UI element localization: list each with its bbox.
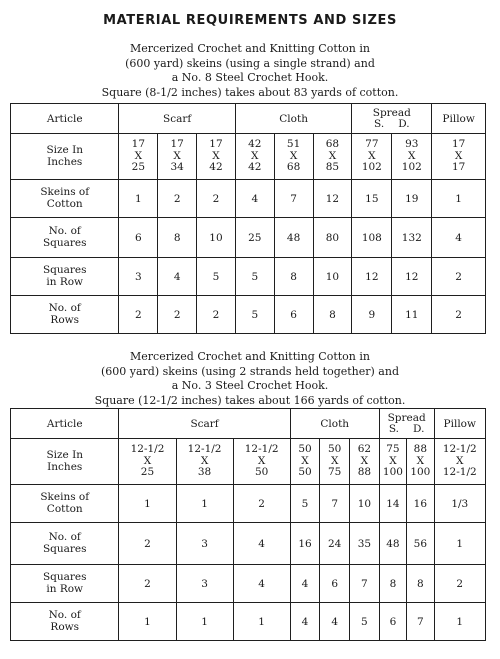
- size-cell: [434, 439, 485, 485]
- intro-line: Mercerized Crochet and Knitting Cotton in: [130, 42, 370, 55]
- value-cell: 2: [158, 296, 197, 334]
- size-cell: [352, 134, 392, 180]
- value-cell: 6: [379, 603, 406, 641]
- value-cell: 2: [158, 180, 197, 218]
- value-cell: 2: [197, 296, 236, 334]
- size-value: 62: [357, 443, 372, 456]
- value-cell: 10: [197, 218, 236, 258]
- size-value: 68: [286, 161, 301, 174]
- value-cell: 4: [290, 603, 320, 641]
- size-cell: [119, 439, 176, 485]
- size-value: 102: [361, 161, 382, 174]
- size-cell: [119, 134, 158, 180]
- size-value: 17: [170, 138, 184, 151]
- header-spread: [379, 409, 434, 439]
- value-cell: 132: [392, 218, 432, 258]
- value-cell: 6: [274, 296, 313, 334]
- size-value: 25: [140, 466, 155, 479]
- intro-line: Square (8-1/2 inches) takes about 83 yards of cotton.: [101, 85, 399, 99]
- value-cell: 16: [407, 485, 434, 523]
- size-value: X: [251, 149, 259, 162]
- size-value: X: [389, 454, 397, 467]
- value-cell: 14: [379, 485, 406, 523]
- size-value: 34: [170, 161, 184, 174]
- value-cell: 4: [158, 258, 197, 296]
- size-cell: [432, 134, 486, 180]
- value-cell: 19: [392, 180, 432, 218]
- size-value: 42: [209, 161, 223, 174]
- value-cell: 11: [392, 296, 432, 334]
- size-value: X: [360, 454, 369, 467]
- value-cell: 7: [350, 565, 380, 603]
- size-cell: [233, 439, 290, 485]
- row-label-size: [11, 439, 119, 485]
- value-cell: 8: [158, 218, 197, 258]
- row-label-line: Squares: [42, 236, 87, 249]
- value-cell: 2: [197, 180, 236, 218]
- value-cell: 7: [407, 603, 434, 641]
- value-cell: 12: [352, 258, 392, 296]
- size-cell: [290, 439, 320, 485]
- header-spread-sizes: [352, 119, 431, 130]
- value-cell: 5: [197, 258, 236, 296]
- row-label-line: Size In: [46, 449, 83, 461]
- value-cell: 24: [320, 523, 350, 565]
- value-cell: 7: [274, 180, 313, 218]
- value-cell: 2: [119, 565, 176, 603]
- size-value: 12-1/2: [442, 466, 477, 479]
- header-spread-label: Spread: [372, 107, 411, 119]
- intro-line: Square (12-1/2 inches) takes about 166 yards of cotton.: [94, 393, 406, 407]
- value-cell: 25: [235, 218, 274, 258]
- row-label: [11, 523, 119, 565]
- header-spread-double: D.: [398, 118, 410, 130]
- row-label: [11, 485, 119, 523]
- value-cell: 4: [235, 180, 274, 218]
- row-label-line: No. of: [48, 302, 81, 314]
- row-label-line: Squares: [42, 542, 87, 555]
- value-cell: 1: [119, 603, 176, 641]
- row-label-line: Inches: [47, 155, 83, 168]
- size-value: 100: [382, 466, 403, 479]
- header-article: Article: [11, 104, 119, 134]
- row-label-line: Squares: [42, 571, 87, 583]
- row-label: [11, 180, 119, 218]
- row-label-line: No. of: [48, 225, 81, 237]
- size-value: 77: [365, 138, 379, 151]
- value-cell: 5: [235, 296, 274, 334]
- value-cell: 5: [235, 258, 274, 296]
- size-cell: [313, 134, 352, 180]
- size-value: X: [328, 149, 337, 162]
- size-cell: [320, 439, 350, 485]
- row-label: [11, 603, 119, 641]
- value-cell: 8: [379, 565, 406, 603]
- row-label: [11, 565, 119, 603]
- intro-line: a No. 3 Steel Crochet Hook.: [171, 379, 329, 392]
- size-cell: [158, 134, 197, 180]
- value-cell: 1: [119, 485, 176, 523]
- header-cloth: Cloth: [290, 409, 379, 439]
- size-value: 75: [328, 466, 342, 479]
- header-spread-label: Spread: [387, 412, 426, 424]
- size-value: 38: [197, 466, 212, 479]
- size-value: 25: [131, 161, 146, 174]
- size-value: 100: [410, 466, 431, 479]
- size-value: 17: [451, 138, 466, 151]
- size-cell: [176, 439, 233, 485]
- size-value: 51: [286, 138, 301, 151]
- value-cell: 7: [320, 485, 350, 523]
- value-cell: 1: [434, 603, 485, 641]
- size-value: X: [456, 454, 464, 467]
- size-value: X: [301, 454, 309, 467]
- row-label-line: Inches: [47, 460, 83, 473]
- value-cell: 108: [352, 218, 392, 258]
- value-cell: 4: [233, 523, 290, 565]
- header-spread-sizes: [380, 424, 434, 435]
- header-pillow: Pillow: [434, 409, 485, 439]
- row-label-line: in Row: [46, 275, 84, 288]
- row-label-line: Rows: [50, 313, 80, 326]
- row-label-line: Size In: [46, 144, 83, 156]
- size-value: X: [454, 149, 463, 162]
- requirements-table-2: [10, 408, 486, 641]
- size-value: 50: [328, 443, 342, 456]
- header-scarf: Scarf: [119, 104, 235, 134]
- size-value: 42: [248, 161, 262, 174]
- value-cell: 56: [407, 523, 434, 565]
- value-cell: 8: [274, 258, 313, 296]
- section2-intro: [0, 350, 500, 408]
- size-value: 50: [254, 466, 269, 479]
- size-value: 17: [451, 161, 466, 174]
- header-spread: [352, 104, 432, 134]
- size-value: 17: [209, 138, 223, 151]
- value-cell: 3: [176, 523, 233, 565]
- row-label: [11, 296, 119, 334]
- value-cell: 3: [176, 565, 233, 603]
- size-cell: [350, 439, 380, 485]
- value-cell: 1: [233, 603, 290, 641]
- size-value: 42: [248, 138, 262, 151]
- value-cell: 1: [434, 523, 485, 565]
- value-cell: 1: [119, 180, 158, 218]
- header-spread-double: D.: [413, 423, 425, 435]
- size-value: 102: [401, 161, 422, 174]
- size-value: X: [212, 149, 220, 162]
- size-cell: [274, 134, 313, 180]
- size-value: 12-1/2: [244, 443, 279, 456]
- row-label: [11, 258, 119, 296]
- value-cell: 1/3: [434, 485, 485, 523]
- value-cell: 48: [274, 218, 313, 258]
- size-value: 88: [357, 466, 372, 479]
- size-cell: [235, 134, 274, 180]
- size-cell: [197, 134, 236, 180]
- intro-line: (600 yard) skeins (using 2 strands held together) and: [100, 364, 399, 378]
- page-title: MATERIAL REQUIREMENTS AND SIZES: [103, 13, 397, 28]
- value-cell: 6: [320, 565, 350, 603]
- value-cell: 4: [432, 218, 486, 258]
- size-value: 75: [386, 443, 400, 456]
- size-value: 50: [298, 443, 312, 456]
- value-cell: 2: [432, 258, 486, 296]
- value-cell: 4: [320, 603, 350, 641]
- requirements-table-1: [10, 103, 486, 334]
- header-spread-single: S.: [374, 118, 385, 130]
- row-label-line: Skeins of: [40, 186, 90, 198]
- value-cell: 4: [290, 565, 320, 603]
- value-cell: 2: [434, 565, 485, 603]
- value-cell: 2: [432, 296, 486, 334]
- value-cell: 1: [176, 485, 233, 523]
- row-label-size: [11, 134, 119, 180]
- value-cell: 16: [290, 523, 320, 565]
- size-value: X: [134, 149, 143, 162]
- value-cell: 8: [313, 296, 352, 334]
- value-cell: 35: [350, 523, 380, 565]
- size-value: 88: [413, 443, 428, 456]
- header-pillow: Pillow: [432, 104, 486, 134]
- value-cell: 2: [119, 523, 176, 565]
- size-value: 93: [405, 138, 419, 151]
- size-value: X: [368, 149, 376, 162]
- size-cell: [407, 439, 434, 485]
- intro-line: Mercerized Crochet and Knitting Cotton in: [130, 350, 370, 363]
- row-label-line: Squares: [42, 264, 87, 276]
- value-cell: 5: [350, 603, 380, 641]
- value-cell: 6: [119, 218, 158, 258]
- size-value: 17: [131, 138, 146, 151]
- value-cell: 8: [407, 565, 434, 603]
- size-value: 68: [325, 138, 340, 151]
- size-value: 12-1/2: [187, 443, 222, 456]
- value-cell: 15: [352, 180, 392, 218]
- size-value: 12-1/2: [130, 443, 165, 456]
- value-cell: 10: [350, 485, 380, 523]
- row-label-line: Cotton: [46, 197, 83, 210]
- size-value: X: [408, 149, 416, 162]
- value-cell: 9: [352, 296, 392, 334]
- value-cell: 1: [432, 180, 486, 218]
- value-cell: 2: [119, 296, 158, 334]
- header-article: Article: [11, 409, 119, 439]
- size-value: 12-1/2: [442, 443, 477, 456]
- size-value: 85: [325, 161, 340, 174]
- row-label-line: No. of: [48, 531, 81, 543]
- size-value: X: [200, 454, 209, 467]
- size-value: X: [289, 149, 298, 162]
- value-cell: 10: [313, 258, 352, 296]
- size-value: X: [257, 454, 266, 467]
- size-cell: [379, 439, 406, 485]
- value-cell: 80: [313, 218, 352, 258]
- value-cell: 3: [119, 258, 158, 296]
- row-label-line: Rows: [50, 620, 80, 633]
- row-label: [11, 218, 119, 258]
- size-value: 50: [298, 466, 312, 479]
- intro-line: (600 yard) skeins (using a single strand) and: [125, 56, 375, 70]
- row-label-line: Cotton: [46, 502, 83, 515]
- value-cell: 48: [379, 523, 406, 565]
- row-label-line: in Row: [46, 582, 84, 595]
- value-cell: 2: [233, 485, 290, 523]
- intro-line: a No. 8 Steel Crochet Hook.: [171, 71, 329, 84]
- header-cloth: Cloth: [235, 104, 351, 134]
- row-label-line: Skeins of: [40, 491, 90, 503]
- value-cell: 5: [290, 485, 320, 523]
- size-value: X: [173, 149, 181, 162]
- row-label-line: No. of: [48, 609, 81, 621]
- value-cell: 1: [176, 603, 233, 641]
- value-cell: 12: [392, 258, 432, 296]
- size-value: X: [330, 454, 339, 467]
- size-cell: [392, 134, 432, 180]
- size-value: X: [416, 454, 425, 467]
- value-cell: 12: [313, 180, 352, 218]
- header-spread-single: S.: [388, 423, 400, 435]
- value-cell: 4: [233, 565, 290, 603]
- size-value: X: [143, 454, 152, 467]
- section1-intro: [0, 42, 500, 100]
- header-scarf: Scarf: [119, 409, 290, 439]
